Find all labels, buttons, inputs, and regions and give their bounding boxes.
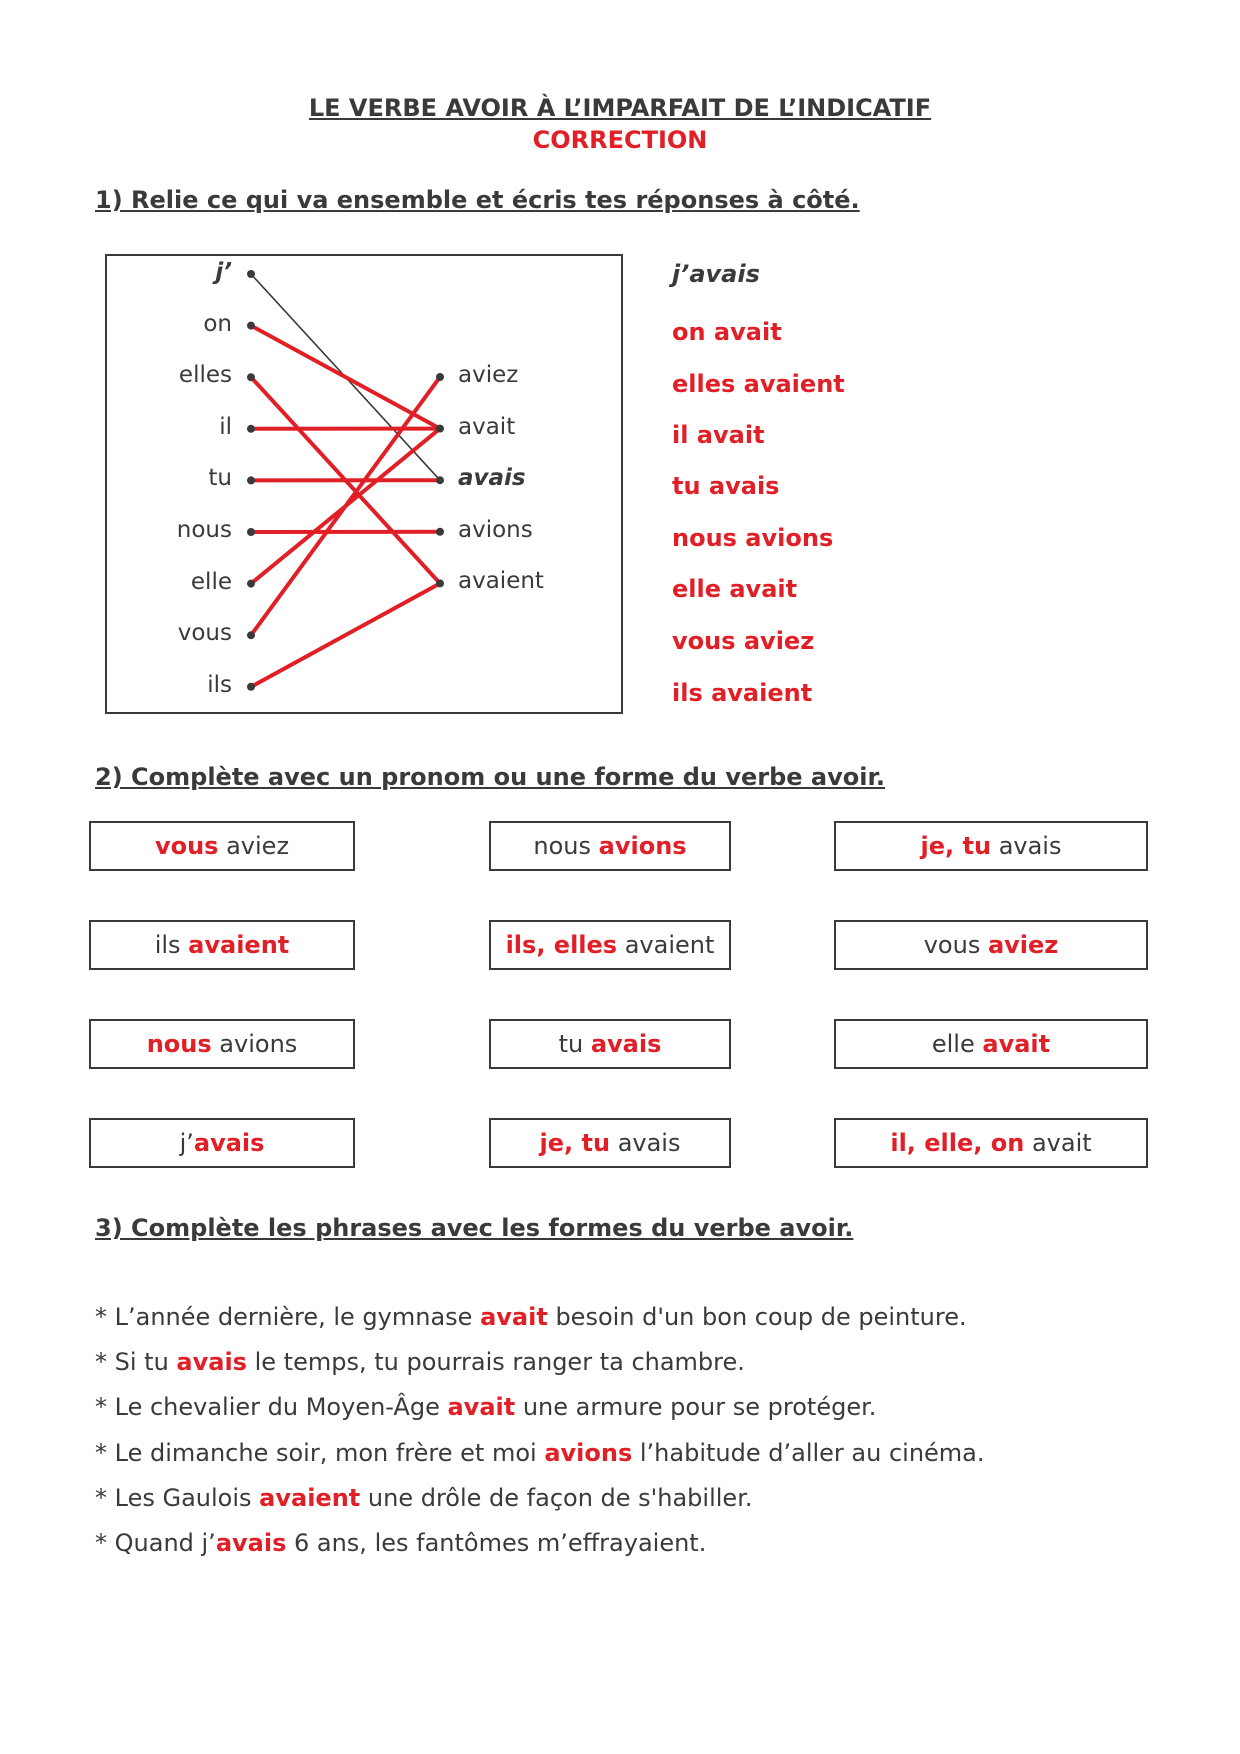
sentence [95,1303,967,1331]
right-dot [436,579,444,587]
exercise-2-heading: 2) Complète avec un pronom ou une forme du verbe avoir. [95,763,886,791]
left-dot [247,631,255,639]
answer-box [89,821,355,871]
answer-fill: avais [590,1030,662,1058]
left-dot [247,322,255,330]
answer-box [834,821,1148,871]
answer-text: on avait [672,318,782,346]
right-dot [436,425,444,433]
sentence-text: * Si tu [95,1348,177,1377]
answer-fill: je, tu [539,1129,611,1157]
given-text: avait [1024,1129,1092,1157]
answer-text: j’avais [672,260,760,288]
given-text: j’ [179,1129,194,1157]
answer-text: il avait [672,421,765,449]
given-text: avais [991,832,1062,860]
verb-label: aviez [458,362,519,388]
pronoun-label: il [219,413,232,440]
answer-text: elle avait [672,575,798,603]
answer-fill: avait [982,1030,1051,1058]
sentence-text: * Quand j’ [95,1529,216,1557]
page-title: LE VERBE AVOIR À L’IMPARFAIT DE L’INDICATIF [308,94,932,122]
given-text: vous [923,931,988,959]
answer-fill: aviez [987,931,1059,959]
left-dot [247,580,255,588]
answer-box [834,1118,1148,1168]
left-dot [247,683,255,691]
left-dot [247,528,255,536]
sentence [95,1439,985,1467]
sentence-text: * Les Gaulois [95,1483,260,1512]
verb-fill: avait [447,1393,516,1422]
answer-box [89,1118,355,1168]
right-dot [436,528,444,536]
answer-box [489,1019,731,1069]
sentence [95,1484,752,1512]
answer-text: ils avaient [672,679,813,707]
right-dot [436,476,444,484]
exercise-1-heading: 1) Relie ce qui va ensemble et écris tes réponses à côté. [95,186,860,214]
answer-box [834,1019,1148,1069]
right-dot [436,373,444,381]
sentence-text: 6 ans, les fantômes m’effrayaient. [286,1529,707,1557]
answer-text: elles avaient [672,370,845,398]
match-line [251,377,440,635]
pronoun-label: j’ [215,259,232,285]
answer-fill: avais [193,1129,265,1157]
given-text: avaient [617,931,715,959]
verb-label: avaient [458,568,544,595]
answer-box [489,920,731,970]
given-text: tu [558,1030,591,1058]
sentence-text: l’habitude d’aller au cinéma. [632,1438,985,1467]
verb-label: avions [458,516,533,543]
sentence-text: le temps, tu pourrais ranger ta chambre. [246,1348,745,1377]
answer-fill: avions [598,832,687,860]
sentence-text: * Le dimanche soir, mon frère et moi [95,1438,545,1467]
given-text: ils [154,931,189,959]
verb-fill: avaient [259,1483,361,1512]
answer-box [489,1118,731,1168]
answer-box [89,1019,355,1069]
answer-fill: il, elle, on [890,1129,1025,1157]
answer-text: tu avais [672,472,780,500]
pronoun-label: tu [208,465,232,492]
pronoun-label: on [203,310,232,337]
correction-label: CORRECTION [532,126,708,154]
answer-fill: ils, elles [505,931,618,959]
sentence-text: besoin d'un bon coup de peinture. [547,1303,967,1331]
verb-label: avait [458,413,516,440]
pronoun-label: nous [176,517,232,543]
given-text: nous [533,832,599,860]
answer-text: vous aviez [672,627,815,655]
given-text: aviez [218,832,290,860]
sentence-text: * L’année dernière, le gymnase [95,1303,481,1331]
pronoun-label: elle [190,568,232,595]
sentence-text: une armure pour se protéger. [515,1393,877,1422]
given-text: avions [211,1030,298,1058]
answer-fill: nous [146,1030,212,1058]
pronoun-label: elles [178,362,232,389]
answer-text: nous avions [672,524,834,552]
verb-fill: avions [544,1438,633,1467]
given-text: avais [610,1129,681,1157]
sentence [95,1529,706,1557]
pronoun-label: ils [207,671,232,698]
left-dot [247,425,255,433]
sentence [95,1348,745,1376]
sentence-text: une drôle de façon de s'habiller. [360,1483,753,1512]
pronoun-label: vous [177,620,232,647]
left-dot [247,476,255,484]
left-dot [247,373,255,381]
answer-fill: vous [154,832,219,860]
verb-fill: avait [480,1303,548,1331]
answer-box [834,920,1148,970]
sentence-text: * Le chevalier du Moyen-Âge [95,1393,448,1422]
given-text: elle [931,1030,983,1058]
sentence [95,1393,876,1421]
answer-fill: je, tu [920,832,992,860]
answer-fill: avaient [188,931,290,959]
verb-fill: avais [176,1348,247,1377]
exercise-3-heading: 3) Complète les phrases avec les formes du verbe avoir. [95,1214,854,1242]
answer-box [489,821,731,871]
verb-label: avais [458,465,526,492]
verb-fill: avais [215,1529,287,1557]
left-dot [247,270,255,278]
answer-box [89,920,355,970]
